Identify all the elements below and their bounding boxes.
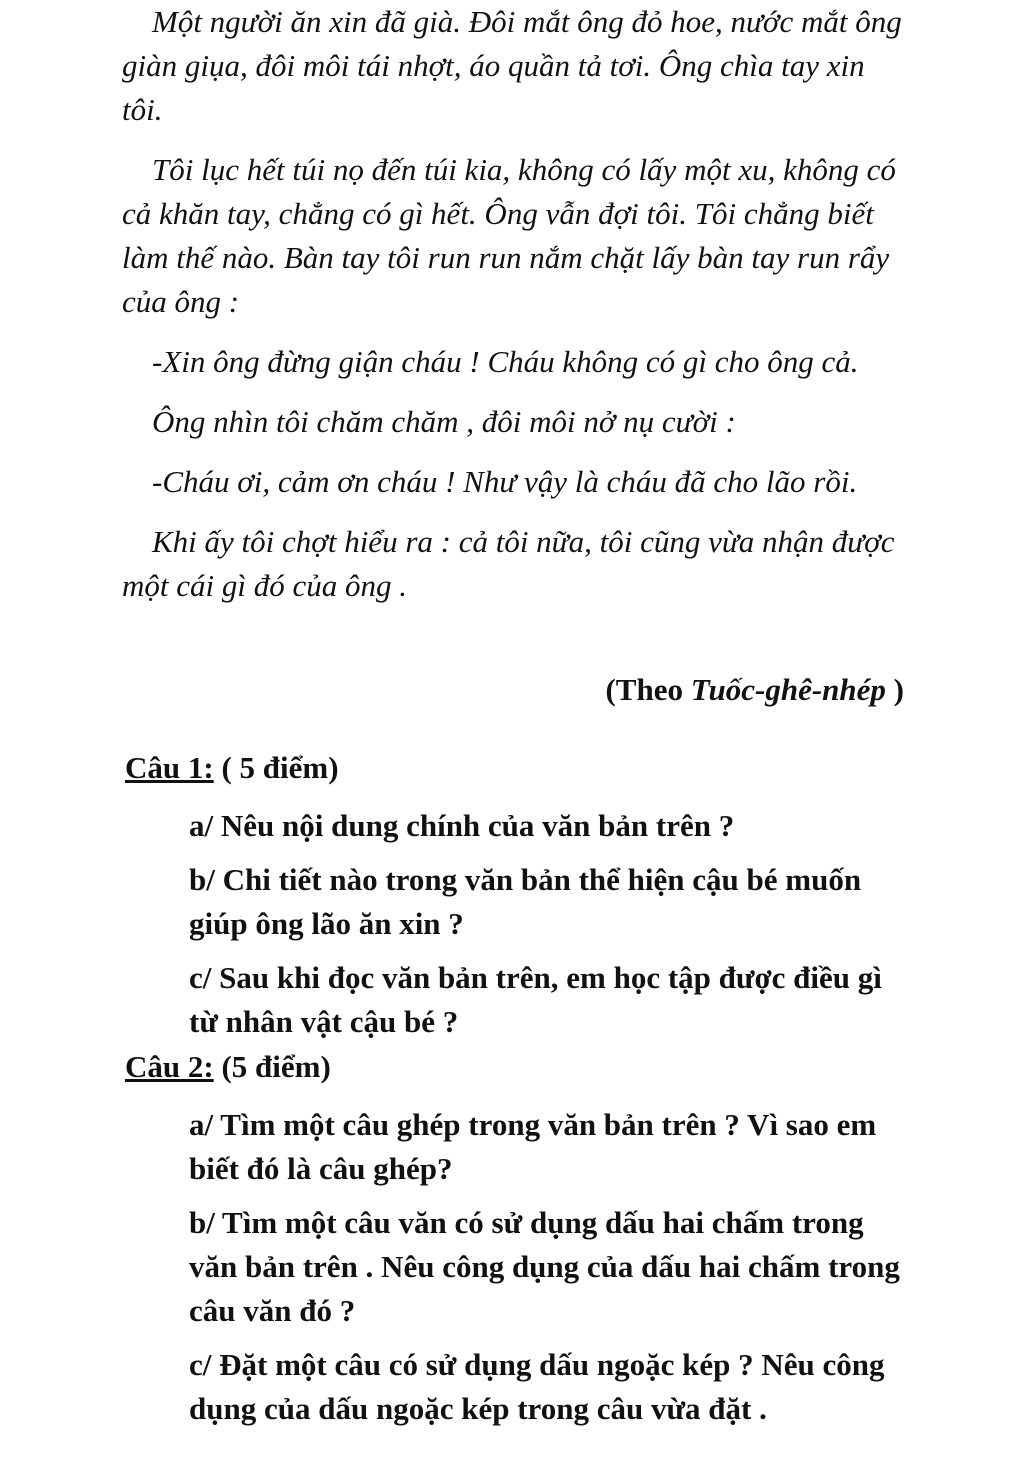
question-points: (5 điểm): [213, 1049, 331, 1084]
reading-passage: [122, 0, 912, 624]
question-points: ( 5 điểm): [213, 750, 339, 785]
passage-paragraph: Khi ấy tôi chợt hiểu ra : cả tôi nữa, tôi cũng vừa nhận được một cái gì đó của ông .: [122, 524, 895, 603]
question-label: Câu 1:: [125, 750, 214, 785]
question-heading: [125, 1045, 905, 1089]
source-author: Tuốc-ghê-nhép: [690, 672, 886, 707]
passage-paragraph: -Cháu ơi, cảm ơn cháu ! Như vậy là cháu đã cho lão rồi.: [152, 464, 858, 499]
passage-source: [605, 668, 904, 712]
question-item: a/ Nêu nội dung chính của văn bản trên ?: [189, 808, 735, 843]
source-prefix: (Theo: [605, 672, 691, 707]
source-suffix: ): [885, 672, 904, 707]
question-1: [125, 746, 905, 1054]
question-heading: [125, 746, 905, 790]
passage-paragraph: Tôi lục hết túi nọ đến túi kia, không có lấy một xu, không có cả khăn tay, chẳng có gì hết. Ông vẫn đợi tôi. Tôi chẳng biết làm thế nào. Bàn tay tôi run run nắm chặt lấy bàn tay run rẩy của ông :: [122, 152, 896, 319]
question-label: Câu 2:: [125, 1049, 214, 1084]
question-2: [125, 1045, 905, 1441]
question-item: c/ Đặt một câu có sử dụng dấu ngoặc kép ? Nêu công dụng của dấu ngoặc kép trong câu vừa đặt .: [189, 1347, 885, 1426]
passage-paragraph: Một người ăn xin đã già. Đôi mắt ông đỏ hoe, nước mắt ông giàn giụa, đôi môi tái nhợt, áo quần tả tơi. Ông chìa tay xin tôi.: [122, 4, 902, 127]
passage-paragraph: Ông nhìn tôi chăm chăm , đôi môi nở nụ cười :: [152, 404, 736, 439]
question-item: a/ Tìm một câu ghép trong văn bản trên ? Vì sao em biết đó là câu ghép?: [189, 1107, 877, 1186]
passage-paragraph: -Xin ông đừng giận cháu ! Cháu không có gì cho ông cả.: [152, 344, 859, 379]
question-item: b/ Tìm một câu văn có sử dụng dấu hai chấm trong văn bản trên . Nêu công dụng của dấu hai chấm trong câu văn đó ?: [189, 1205, 900, 1328]
question-item: c/ Sau khi đọc văn bản trên, em học tập được điều gì từ nhân vật cậu bé ?: [189, 960, 882, 1039]
question-item: b/ Chi tiết nào trong văn bản thể hiện cậu bé muốn giúp ông lão ăn xin ?: [189, 862, 862, 941]
